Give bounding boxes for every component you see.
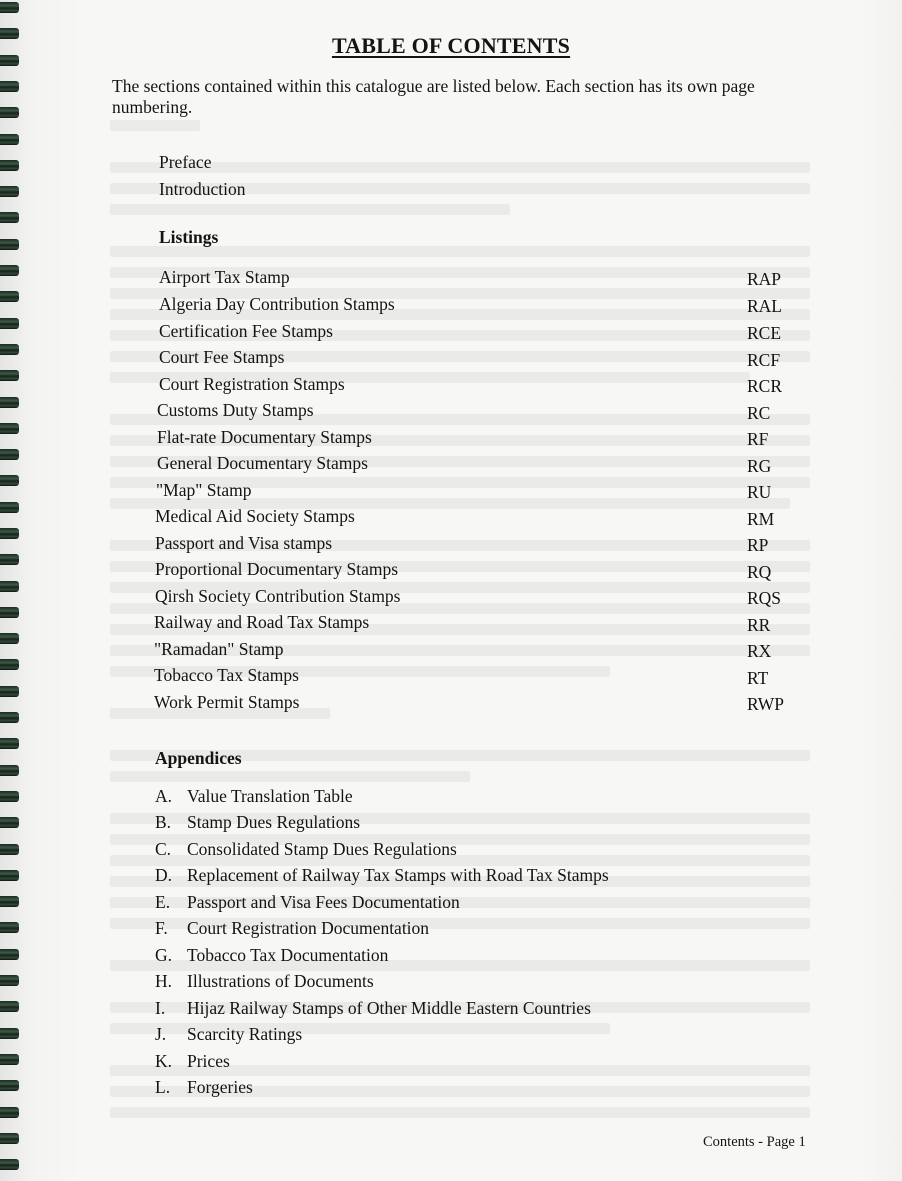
appendix-letter: L. [155,1077,171,1097]
binding-coil [0,975,19,986]
appendix-letter: K. [155,1051,173,1071]
appendix-title: Court Registration Documentation [187,918,430,938]
binding-coil [0,528,19,539]
appendix-letter: I. [155,998,166,1018]
listing-code: RAP [747,269,782,289]
listing-name: Court Fee Stamps [159,347,285,367]
binding-coil [0,870,19,881]
show-through-line [110,1107,810,1118]
listing-name: Proportional Documentary Stamps [155,559,399,579]
toc-introduction: Introduction [159,179,246,199]
appendices-heading: Appendices [155,748,242,768]
listing-code: RR [747,615,771,635]
binding-coil [0,1133,19,1144]
listing-code: RT [747,668,769,688]
appendix-title: Replacement of Railway Tax Stamps with Road Tax Stamps [187,865,609,885]
listing-name: Qirsh Society Contribution Stamps [155,586,401,606]
binding-coil [0,922,19,933]
binding-coil [0,318,19,329]
binding-coil [0,397,19,408]
binding-coil [0,633,19,644]
listing-code: RU [747,482,772,502]
listing-name: "Ramadan" Stamp [154,639,284,659]
appendix-title: Tobacco Tax Documentation [187,945,389,965]
listing-name: Railway and Road Tax Stamps [154,612,370,632]
listing-code: RQ [747,562,772,582]
page-footer: Contents - Page 1 [703,1134,806,1150]
appendix-letter: G. [155,945,173,965]
binding-coil [0,239,19,250]
binding-coil [0,791,19,802]
binding-coil [0,712,19,723]
binding-coil [0,265,19,276]
appendix-title: Passport and Visa Fees Documentation [187,892,460,912]
binding-coil [0,1028,19,1039]
binding-coil [0,186,19,197]
binding-coil [0,344,19,355]
listing-code: RCF [747,350,781,370]
binding-coil [0,817,19,828]
appendix-title: Forgeries [187,1077,253,1097]
listing-name: Airport Tax Stamp [159,267,290,287]
spiral-binding [0,0,24,1181]
appendix-title: Scarcity Ratings [187,1024,303,1044]
binding-coil [0,1080,19,1091]
appendix-title: Prices [187,1051,230,1071]
listing-name: General Documentary Stamps [157,453,368,473]
listing-code: RF [747,429,769,449]
binding-coil [0,949,19,960]
show-through-line [110,1023,610,1034]
listing-code: RAL [747,296,782,316]
binding-coil [0,607,19,618]
listing-name: Algeria Day Contribution Stamps [159,294,395,314]
binding-coil [0,686,19,697]
listing-code: RCR [747,376,783,396]
binding-coil [0,134,19,145]
appendix-title: Hijaz Railway Stamps of Other Middle Eastern Countries [187,998,591,1018]
binding-coil [0,291,19,302]
binding-coil [0,449,19,460]
listing-code: RX [747,641,772,661]
appendix-letter: J. [155,1024,167,1044]
appendix-title: Value Translation Table [187,786,353,806]
binding-coil [0,81,19,92]
binding-coil [0,107,19,118]
listing-code: RQS [747,588,782,608]
listing-code: RC [747,403,771,423]
appendix-letter: B. [155,812,172,832]
appendix-letter: D. [155,865,173,885]
binding-coil [0,1001,19,1012]
binding-coil [0,1159,19,1170]
binding-coil [0,738,19,749]
listing-name: Passport and Visa stamps [155,533,333,553]
binding-coil [0,554,19,565]
show-through-line [110,771,470,782]
appendix-title: Consolidated Stamp Dues Regulations [187,839,457,859]
binding-coil [0,502,19,513]
page-title: TABLE OF CONTENTS [331,33,571,58]
binding-coil [0,765,19,776]
listing-name: Tobacco Tax Stamps [154,665,299,685]
intro-paragraph: The sections contained within this catalogue are listed below. Each section has its own page numbering. [112,76,755,117]
listing-code: RWP [747,694,784,714]
binding-coil [0,423,19,434]
binding-coil [0,1107,19,1118]
binding-coil [0,581,19,592]
binding-coil [0,2,19,13]
listing-name: Work Permit Stamps [154,692,300,712]
appendix-letter: F. [155,918,168,938]
listing-name: Court Registration Stamps [159,374,345,394]
listing-code: RCE [747,323,782,343]
binding-coil [0,1054,19,1065]
listing-name: Medical Aid Society Stamps [155,506,355,526]
binding-coil [0,659,19,670]
show-through-line [110,162,810,173]
binding-coil [0,370,19,381]
listing-code: RG [747,456,772,476]
toc-preface: Preface [159,152,212,172]
show-through-line [110,120,200,131]
binding-coil [0,844,19,855]
binding-coil [0,160,19,171]
binding-coil [0,896,19,907]
listing-code: RM [747,509,775,529]
listing-name: Certification Fee Stamps [159,321,333,341]
listing-name: Customs Duty Stamps [157,400,314,420]
binding-coil [0,475,19,486]
appendix-title: Stamp Dues Regulations [187,812,361,832]
binding-coil [0,212,19,223]
show-through-line [110,204,510,215]
listing-code: RP [747,535,769,555]
appendix-title: Illustrations of Documents [187,971,374,991]
listing-name: "Map" Stamp [156,480,252,500]
appendix-letter: E. [155,892,171,912]
appendix-letter: H. [155,971,173,991]
listing-name: Flat-rate Documentary Stamps [157,427,372,447]
appendix-letter: A. [155,786,173,806]
appendix-letter: C. [155,839,172,859]
listings-heading: Listings [159,227,219,247]
